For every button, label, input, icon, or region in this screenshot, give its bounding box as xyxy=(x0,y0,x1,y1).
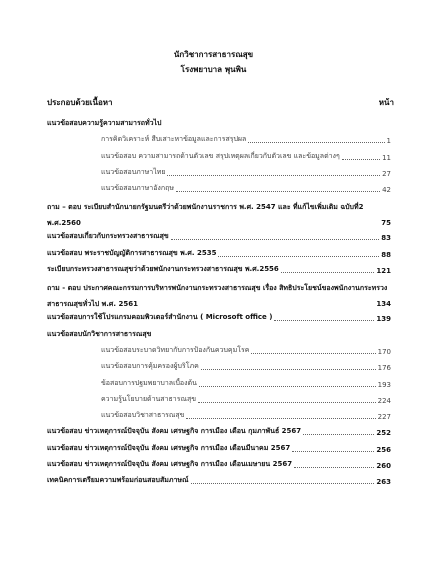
toc-entry-label: แนวข้อสอบ พระราชบัญญัติการสาธารณสุข พ.ศ. 2535 xyxy=(47,248,217,257)
toc-leader-dots xyxy=(201,369,376,370)
toc-entry-label: แนวข้อสอบวิชาสาธารณสุข xyxy=(101,411,185,420)
toc-entry-page: 139 xyxy=(376,315,391,324)
toc-entry-label: ถาม - ตอบ ประกาศคณะกรรมการบริหารพนักงานกระทรวงสาธารณสุข เรื่อง สิทธิประโยชน์ของพนักงานกระทรวงสาธารณสุขทั่วไป พ.ศ. 2561 xyxy=(47,284,388,309)
toc-entry xyxy=(0,475,427,491)
document-subtitle: โรงพยาบาล พุนพิน xyxy=(180,65,247,74)
toc-leader-dots xyxy=(281,272,375,273)
page-column-label: หน้า xyxy=(378,98,394,107)
toc-entry-label: แนวข้อสอบ ข่าวเหตุการณ์ปัจจุบัน สังคม เศรษฐกิจ การเมือง เดือน กุมภาพันธ์ 2567 xyxy=(47,427,302,436)
toc-entry-label: แนวข้อสอบเกี่ยวกับกระทรวงสาธารณสุข xyxy=(47,232,169,241)
toc-entry-label: ความรู้นโยบายด้านสาธารณสุข xyxy=(101,394,197,403)
toc-leader-dots xyxy=(171,239,380,240)
toc-entry-page: 252 xyxy=(376,429,391,438)
toc-leader-dots xyxy=(292,451,374,452)
contents-label: ประกอบด้วยเนื้อหา xyxy=(47,98,113,107)
toc-leader-dots xyxy=(176,191,380,192)
toc-entry xyxy=(0,378,427,394)
toc-leader-dots xyxy=(303,434,374,435)
toc-entry-label: แนวข้อสอบความรู้ความสามารถทั่วไป xyxy=(47,119,162,127)
toc-entry xyxy=(0,134,427,150)
toc-entry-label: แนวข้อสอบ ข่าวเหตุการณ์ปัจจุบัน สังคม เศรษฐกิจ การเมือง เดือนมีนาคม 2567 xyxy=(47,443,291,452)
toc-entry-page: 11 xyxy=(382,153,391,162)
toc-entry xyxy=(0,151,427,167)
toc-leader-dots xyxy=(199,386,376,387)
toc-entry-label: การคิดวิเคราะห์ สืบเสาะหาข้อมูลและการสรุปผล xyxy=(101,135,247,144)
toc-leader-dots xyxy=(294,467,374,468)
toc-entry xyxy=(0,231,427,247)
toc-entry-label: แนวข้อสอบภาษาอังกฤษ xyxy=(101,184,174,193)
toc-leader-dots xyxy=(251,353,375,354)
toc-entry-page: 83 xyxy=(381,234,391,243)
toc-entry-label: ถาม – ตอบ ระเบียบสำนักนายกรัฐมนตรีว่าด้วยพนักงานราชการ พ.ศ. 2547 และ ที่แก้ไขเพิ่มเติม ฉบับที่2 พ.ศ.2560 xyxy=(47,203,364,228)
toc-entry-page: 176 xyxy=(377,364,391,373)
toc-entry-label: ข้อสอบการปฐมพยาบาลเบื้องต้น xyxy=(101,378,197,387)
toc-entry-page: 227 xyxy=(377,413,391,422)
toc-entry xyxy=(0,394,427,410)
toc-entry-page: 170 xyxy=(377,347,391,356)
toc-leader-dots xyxy=(198,402,376,403)
toc-entry xyxy=(0,312,427,328)
toc-entry xyxy=(0,329,427,345)
toc-entry-label: แนวข้อสอบระบาดวิทยากับการป้องกันควบคุมโรค xyxy=(101,345,250,354)
toc-entry-label: แนวข้อสอบ ความสามารถด้านตัวเลข สรุปเหตุผลเกี่ยวกับตัวเลข และข้อมูลต่างๆ xyxy=(101,151,340,160)
toc-leader-dots xyxy=(274,320,374,321)
toc-entry-page: 263 xyxy=(376,478,391,487)
toc-leader-dots xyxy=(218,256,379,257)
toc-entry-label: แนวข้อสอบภาษาไทย xyxy=(101,167,166,176)
toc-entry xyxy=(0,199,427,231)
toc-entry-page: 27 xyxy=(382,169,391,178)
toc-entry-page: 75 xyxy=(381,219,391,228)
toc-entry xyxy=(0,459,427,475)
toc-leader-dots xyxy=(191,483,375,484)
toc-entry xyxy=(0,183,427,199)
toc-entry xyxy=(0,361,427,377)
toc-entry-page: 88 xyxy=(381,250,391,259)
toc-entry xyxy=(0,280,427,312)
toc-entry-page: 256 xyxy=(376,445,391,454)
toc-entry xyxy=(0,167,427,183)
toc-entry xyxy=(0,410,427,426)
toc-entry xyxy=(0,426,427,442)
toc-entry-page: 193 xyxy=(377,380,391,389)
toc-entry-page: 121 xyxy=(376,267,391,276)
toc-entry xyxy=(0,345,427,361)
toc-entry-page: 42 xyxy=(382,186,391,195)
table-of-contents xyxy=(0,118,427,492)
toc-entry xyxy=(0,118,427,134)
contents-header xyxy=(47,96,394,109)
toc-leader-dots xyxy=(167,175,380,176)
document-title: นักวิชาการสาธารณสุข xyxy=(173,50,254,59)
toc-leader-dots xyxy=(342,159,380,160)
toc-leader-dots xyxy=(248,142,384,143)
toc-entry-label: แนวข้อสอบการคุ้มครองผู้บริโภค xyxy=(101,362,199,371)
toc-entry-label: ระเบียบกระทรวงสาธารณสุขว่าด้วยพนักงานกระทรวงสาธารณสุข พ.ศ.2556 xyxy=(47,265,279,274)
toc-entry-page: 134 xyxy=(376,300,391,309)
toc-entry-page: 260 xyxy=(376,462,391,471)
toc-entry-label: เทคนิคการเตรียมความพร้อมก่อนสอบสัมภาษณ์ xyxy=(47,476,189,485)
toc-entry xyxy=(0,264,427,280)
toc-entry-label: แนวข้อสอบ ข่าวเหตุการณ์ปัจจุบัน สังคม เศรษฐกิจ การเมือง เดือนเมษายน 2567 xyxy=(47,460,293,469)
toc-entry-label: แนวข้อสอบนักวิชาการสาธารณสุข xyxy=(47,329,152,338)
toc-entry-page: 224 xyxy=(377,396,391,405)
toc-entry-page: 1 xyxy=(386,137,391,146)
toc-leader-dots xyxy=(186,418,375,419)
toc-entry-label: แนวข้อสอบการใช้โปรแกรมคอมพิวเตอร์สำนักงาน ( Microsoft office ) xyxy=(47,313,273,322)
toc-entry xyxy=(0,248,427,264)
toc-entry xyxy=(0,443,427,459)
